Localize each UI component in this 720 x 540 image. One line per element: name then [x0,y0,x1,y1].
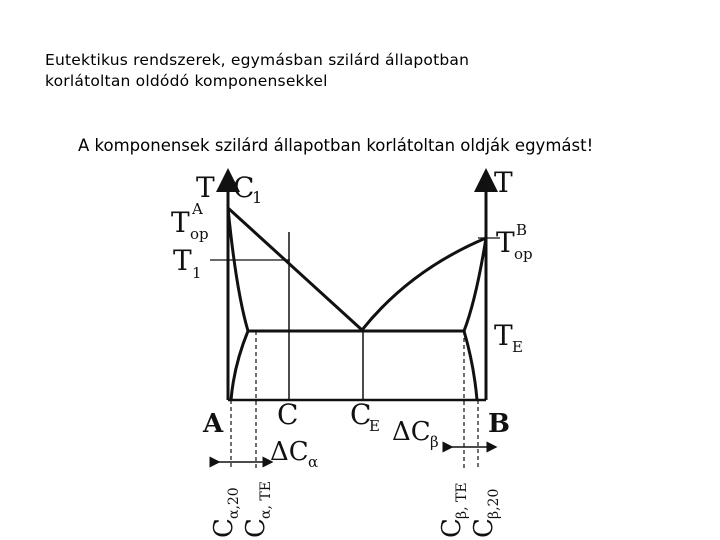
alpha-solidus-curve [228,208,248,331]
t1-sub: 1 [192,264,202,282]
c-beta-te-main: C [437,518,467,538]
alpha-solvus-curve [231,331,248,400]
delta-c-beta-main: ΔC [392,417,431,447]
slide-subtitle: A komponensek szilárd állapotban korlátoltan oldják egymást! [78,136,594,155]
c-alpha-20-sub: α,20 [226,487,242,519]
c-alpha-te-main: C [241,518,271,538]
ta-melting-sup: A [192,200,203,218]
beta-solvus-curve [464,331,477,400]
component-b-label: B [488,409,510,439]
ta-melting-sub: op [190,225,209,243]
te-main: T [494,319,513,352]
c-beta-20-main: C [469,518,499,538]
left-axis-t-label: T [196,171,215,204]
left-axis-c-label: C [233,171,255,204]
component-a-label: A [203,409,224,439]
c-alpha-te-sub: α, TE [258,481,274,519]
left-liquidus-line [228,208,362,330]
composition-c-label: C [277,398,299,431]
delta-c-alpha-main: ΔC [270,437,309,467]
beta-solidus-curve [464,238,486,331]
tb-melting-main: T [496,226,515,259]
ta-melting-main: T [171,206,190,239]
right-liquidus-curve [362,238,486,330]
c-beta-20-sub: β,20 [486,488,502,519]
c-alpha-20-main: C [209,518,239,538]
delta-c-beta-sub: β [430,433,439,451]
right-axis-t-label: T [494,166,513,199]
t1-main: T [173,244,192,277]
composition-ce-sub: E [369,417,380,435]
composition-ce-main: C [350,398,372,431]
c-beta-te-sub: β, TE [454,482,470,519]
tb-melting-sub: op [514,245,533,263]
delta-c-alpha-sub: α [308,453,319,471]
te-sub: E [512,338,523,356]
left-axis-c-sub: 1 [252,188,263,207]
slide-title: Eutektikus rendszerek, egymásban szilárd állapotban korlátoltan oldódó komponensekkel [45,51,470,90]
tb-melting-sup: B [516,221,528,239]
